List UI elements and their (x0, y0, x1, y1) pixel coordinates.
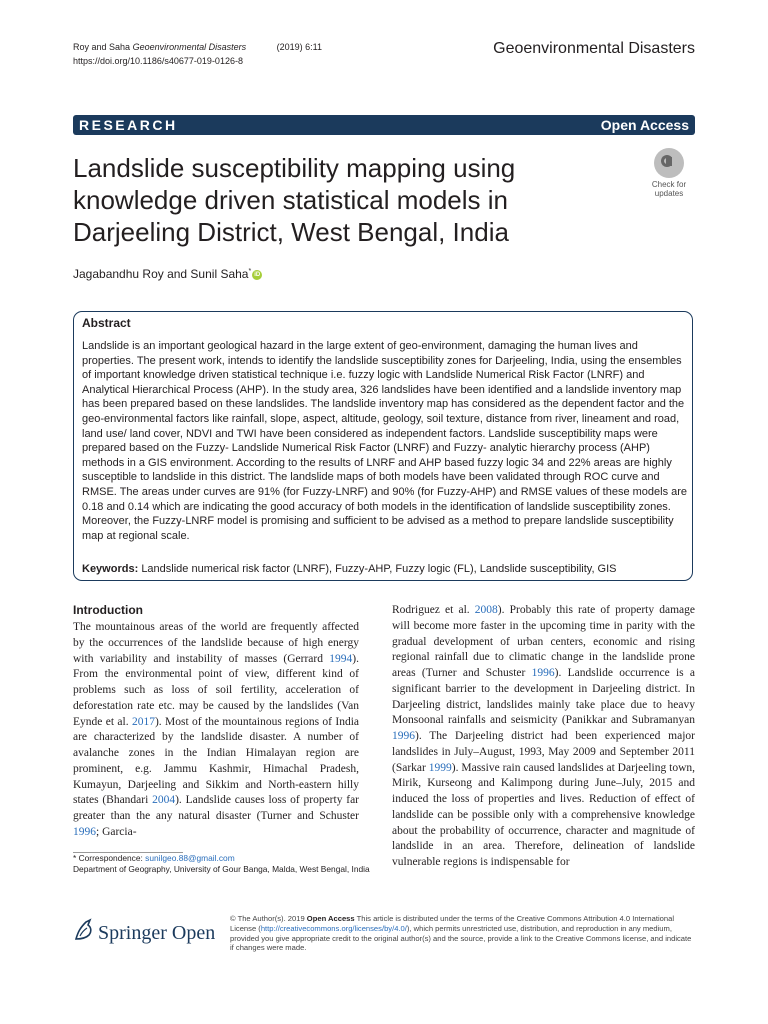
article-title: Landslide susceptibility mapping using knowledge driven statistical models in Darjeeling District, West Bengal, India (73, 153, 516, 247)
journal-name: Geoenvironmental Disasters (493, 40, 695, 57)
license-open-access: Open Access (306, 914, 355, 923)
citation-link[interactable]: 1996 (531, 667, 555, 679)
orcid-icon[interactable]: iD (254, 271, 261, 278)
citation-link[interactable]: 1996 (73, 825, 96, 838)
body-column-left (73, 620, 359, 841)
introduction-heading: Introduction (73, 603, 143, 617)
body-text-run: ). Most of the mountainous regions of India are characterized by the landslide disaster. A number of avalanche zones in the Indian Himalayan region are prominent, e.g. Jammu Kashmir, Himachal Pradesh, Kumayun, Darjeeling and Sikkim and North-eastern hilly states (Bhandari (73, 715, 359, 807)
abstract-text: Landslide is an important geological hazard in the large extent of geo-environment, damaging the human lives and properties. The present work, intends to identify the landslide susceptibility zones for Darjeeling, India, using the ensembles of important knowledge driven statistical technique i.e. fuzzy logic with Landslide Numerical Risk Factor (LNRF) and Analytical Hierarchical Process (AHP). In the study area, 326 landslides have been identified and a landslide inventory map has been prepared based on these landslides. The landslide inventory map has considered as the dependent factor and the geo-environmental factors like rainfall, slope, aspect, altitude, geology, soil texture, distance from river, lineament and road, land use/ land cover, NDVI and TWI have been considered as independent factors. Landslide susceptibility maps were prepared based on the Fuzzy- Landslide Numerical Risk Factor (LNRF) and Fuzzy- analytic hierarchy process (AHP) methods in a GIS environment. According to the results of LNRF and AHP based fuzzy logic 34 and 22% areas are highly susceptible to landslide in this district. The landslide maps of both models have been validated through ROC curve and RMSE. The areas under curves are 91% (for Fuzzy-LNRF) and 90% (for Fuzzy-AHP) and RMSE values of these models are 0.18 and 0.14 which are indicating the good accuracy of both models in the identification of landslide susceptibility zones. Moreover, the Fuzzy-LNRF model is promising and sufficient to be advised as a method to prepare landslide susceptibility map at regional scale. (82, 340, 688, 542)
citation-link[interactable]: 2008 (474, 604, 498, 616)
check-updates-label: Check for updates (651, 180, 687, 198)
body-text-run: ). Massive rain caused landslides at Darjeeling town, Mirik, Kurseong and Kalimpong during June–July, 2015 and induced the loss of properties and lives. Reduction of effect of landslide can be possible only with a comprehensive knowledge about the probability of occurrence, character and magnitude of landslide in an area. Therefore, delineation of landslide vulnerable regions is indispensable for (392, 761, 695, 868)
springer-open-logo (72, 914, 232, 950)
header-authors: Roy and Saha (73, 42, 131, 52)
publisher-name: Springer (98, 922, 167, 944)
citation-link[interactable]: 1996 (392, 730, 415, 742)
license-statement: © The Author(s). 2019 Open Access This article is distributed under the terms of the Creative Commons Attribution 4.0 International License (http://creativecommons.org/licenses/by/4.0/), which permits unrestricted use, distribution, and reproduction in any medium, provided you give appropriate credit to the original author(s) and the source, provide a link to the Creative Commons license, and indicate if changes were made. (230, 914, 692, 953)
body-text-run: ). The Darjeeling district had been experienced major landslides in July–August, 1993, May 2009 and September 2011 (Sarkar (392, 730, 695, 774)
author-names: Jagabandhu Roy and Sunil Saha (73, 267, 249, 281)
publisher-open: Open (171, 922, 216, 944)
correspondence-footnote (73, 853, 373, 875)
keywords-label: Keywords: (82, 563, 139, 575)
affiliation: Department of Geography, University of Gour Banga, Malda, West Bengal, India (73, 864, 370, 874)
header-doi-link[interactable]: https://doi.org/10.1186/s40677-019-0126-8 (73, 56, 243, 66)
running-header (73, 40, 322, 68)
license-url-link[interactable]: http://creativecommons.org/licenses/by/4.0/ (260, 923, 407, 933)
section-banner (73, 115, 695, 135)
body-text-run: The mountainous areas of the world are frequently affected by the occurrences of the landslide because of high energy with variability and instability of masses (Gerrard (73, 621, 359, 665)
header-journal-italic: Geoenvironmental Disasters (132, 42, 247, 52)
abstract-heading: Abstract (82, 316, 131, 330)
keywords (82, 563, 690, 575)
springer-horse-icon (72, 918, 94, 942)
header-citation: (2019) 6:11 (276, 42, 323, 52)
corresponding-mark: * (248, 268, 252, 275)
author-list (73, 267, 262, 281)
citation-link[interactable]: 1994 (329, 652, 353, 665)
body-text-run: ; Garcia- (96, 825, 137, 838)
body-text-run: ). Landslide occurrence is a significant barrier to the development in Darjeeling district. In Darjeeling district, landslides mainly take place due to heavy Monsoonal rainfalls and seismicity (Panikkar and Subramanyan (392, 667, 695, 727)
citation-link[interactable]: 1999 (428, 761, 452, 774)
citation-link[interactable]: 2017 (131, 715, 155, 728)
body-text-run: Rodriguez et al. (392, 604, 475, 616)
keywords-list: Landslide numerical risk factor (LNRF), Fuzzy-AHP, Fuzzy logic (FL), Landslide susceptibility, GIS (141, 563, 617, 575)
body-text-run: ). Landslide causes loss of property far greater than the any natural disaster (Turner and Schuster (73, 794, 359, 822)
section-label: RESEARCH (79, 117, 178, 133)
body-column-right (392, 603, 695, 871)
open-access-label: Open Access (600, 117, 689, 133)
citation-link[interactable]: 2004 (152, 794, 176, 807)
check-for-updates-badge[interactable] (642, 148, 694, 200)
correspondence-label: * Correspondence: (73, 853, 143, 863)
check-updates-icon (654, 148, 684, 178)
correspondence-email-link[interactable]: sunilgeo.88@gmail.com (145, 853, 235, 863)
body-text-run: ). From the environmental point of view, different kind of problems such as loss of soil fertility, acceleration of deforestation rate etc. may be caused by the landslides (Van Eynde et al. (73, 652, 359, 728)
body-text-run: ). Probably this rate of property damage will become more faster in the upcoming time in parity with the gradual development of urban centers, economic and rising regional rainfall due to climatic change in the landslide prone areas (Turner and Schuster (392, 604, 695, 679)
